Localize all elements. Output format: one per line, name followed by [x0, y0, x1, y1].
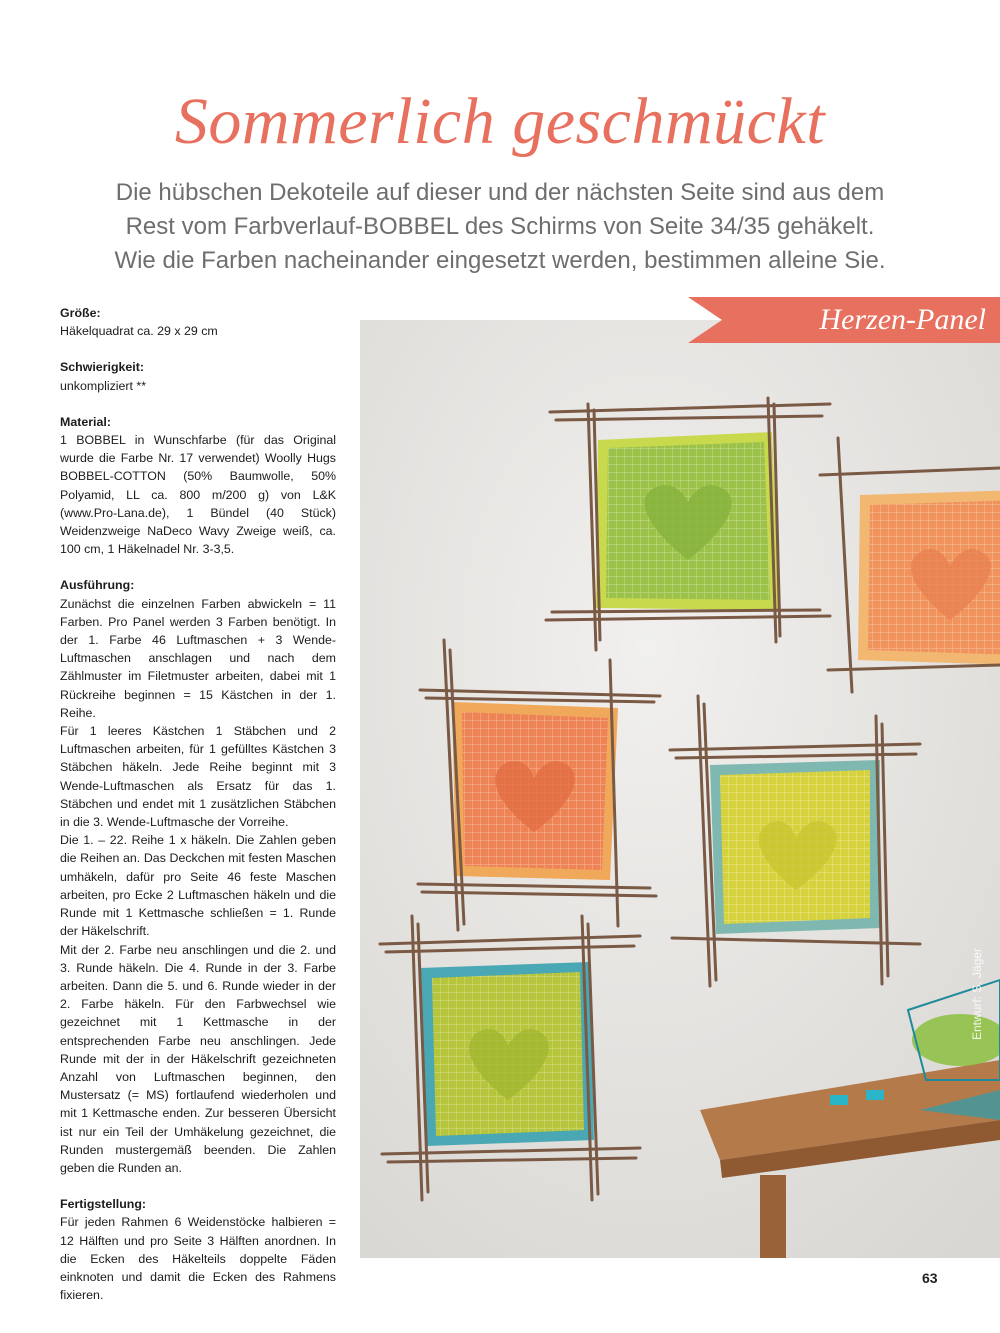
size-heading: Größe: [60, 306, 101, 320]
photo-credit: Entwurf: S. Jäger [970, 947, 984, 1040]
material-heading: Material: [60, 414, 111, 429]
photo-illustration [360, 320, 1000, 1258]
banner-label: Herzen-Panel [819, 303, 986, 336]
execution-paragraph: Mit der 2. Farbe neu anschlingen und die 2. und 3. Runde häkeln. Die 4. Runde in der 3. Farbe arbeiten. Dann die 5. und 6. Runde wieder in der 2. Farbe häkeln. Für den Farbwechsel wie gezeichnet mit 1 Kettmasche in der entsprechenden Farbe neu anschlingen. Jede Runde mit der in der Häkelschrift gezeichneten Anzahl von Luftmaschen beginnen, den Mustersatz (= MS) fortlaufend wiederholen und mit 1 Kettmasche enden. Zur besseren Übersicht ist nur ein Teil der Umhäkelung gezeichnet, die Runden mustergemäß beenden. Die Zahlen geben die Runden an. [60, 942, 336, 1175]
execution-paragraph: Die 1. – 22. Reihe 1 x häkeln. Die Zahlen geben die Reihen an. Das Deckchen mit festen Maschen umhäkeln, dafür pro Seite 46 feste Maschen arbeiten, pro Ecke 2 Luftmaschen häkeln und die Runde mit 1 Kettmasche schließen = 1. Runde der Häkelschrift. [60, 833, 336, 939]
finishing-heading: Fertigstellung: [60, 1197, 147, 1212]
page-number: 63 [922, 1270, 938, 1286]
intro-line: Wie die Farben nacheinander eingesetzt werden, bestimmen alleine Sie. [114, 247, 886, 274]
size-section [60, 304, 336, 340]
execution-section [60, 576, 336, 1177]
material-section [60, 413, 336, 559]
difficulty-section [60, 358, 336, 394]
intro-line: Die hübschen Dekoteile auf dieser und der nächsten Seite sind aus dem [115, 179, 885, 206]
decor-photo [360, 320, 1000, 1258]
yellow-green-heart-panel [420, 962, 594, 1146]
material-text: 1 BOBBEL in Wunschfarbe (für das Original wurde die Farbe Nr. 17 verwendet) Woolly Hugs BOBBEL-COTTON (50% Baumwolle, 50% Polyamid, LL ca. 800 m/200 g) von L&K (www.Pro-Lana.de), 1 Bündel (40 Stück) Weidenzweige NaDeco Wavy Zweige weiß, ca. 100 cm, 1 Häkelnadel Nr. 3-3,5. [60, 433, 336, 557]
execution-heading: Ausführung: [60, 578, 135, 593]
instructions-column [60, 304, 336, 1322]
orange-heart-panel-top [858, 490, 1000, 665]
orange-heart-panel [452, 702, 618, 880]
section-banner [688, 297, 1000, 343]
intro-line: Rest vom Farbverlauf-BOBBEL des Schirms von Seite 34/35 gehäkelt. [125, 213, 875, 240]
green-heart-panel [596, 432, 780, 610]
yellow-heart-panel [710, 760, 880, 934]
execution-paragraph: Zunächst die einzelnen Farben abwickeln = 11 Farben. Pro Panel werden 3 Farben benötigt. In der 1. Farbe 46 Luftmaschen + 3 Wende-Luftmaschen anschlagen und nach dem Zählmuster im Filetmuster arbeiten, dabei mit 1 Rückreihe beginnen = 15 Kästchen in der 1. Reihe. [60, 596, 336, 720]
finishing-text: Für jeden Rahmen 6 Weidenstöcke halbieren = 12 Hälften und pro Seite 3 Hälften anordnen. In die Ecken des Häkelteils doppelte Fäden einknoten und damit die Ecken des Rahmens fixieren. [60, 1215, 336, 1303]
finishing-section [60, 1195, 336, 1304]
execution-paragraph: Für 1 leeres Kästchen 1 Stäbchen und 2 Luftmaschen arbeiten, für 1 gefülltes Kästchen 3 Stäbchen häkeln. Jede Reihe beginnt mit 3 Wende-Luftmaschen als Ersatz für das 1. Stäbchen und endet mit 1 zusätzlichen Stäbchen in die 3. Wende-Luftmasche der Vorreihe. [60, 724, 336, 830]
page-title: Sommerlich geschmückt [174, 85, 826, 158]
difficulty-heading: Schwierigkeit: [60, 360, 145, 375]
size-text: Häkelquadrat ca. 29 x 29 cm [60, 324, 218, 339]
difficulty-text: unkompliziert ** [60, 378, 147, 393]
intro-text [40, 176, 960, 278]
